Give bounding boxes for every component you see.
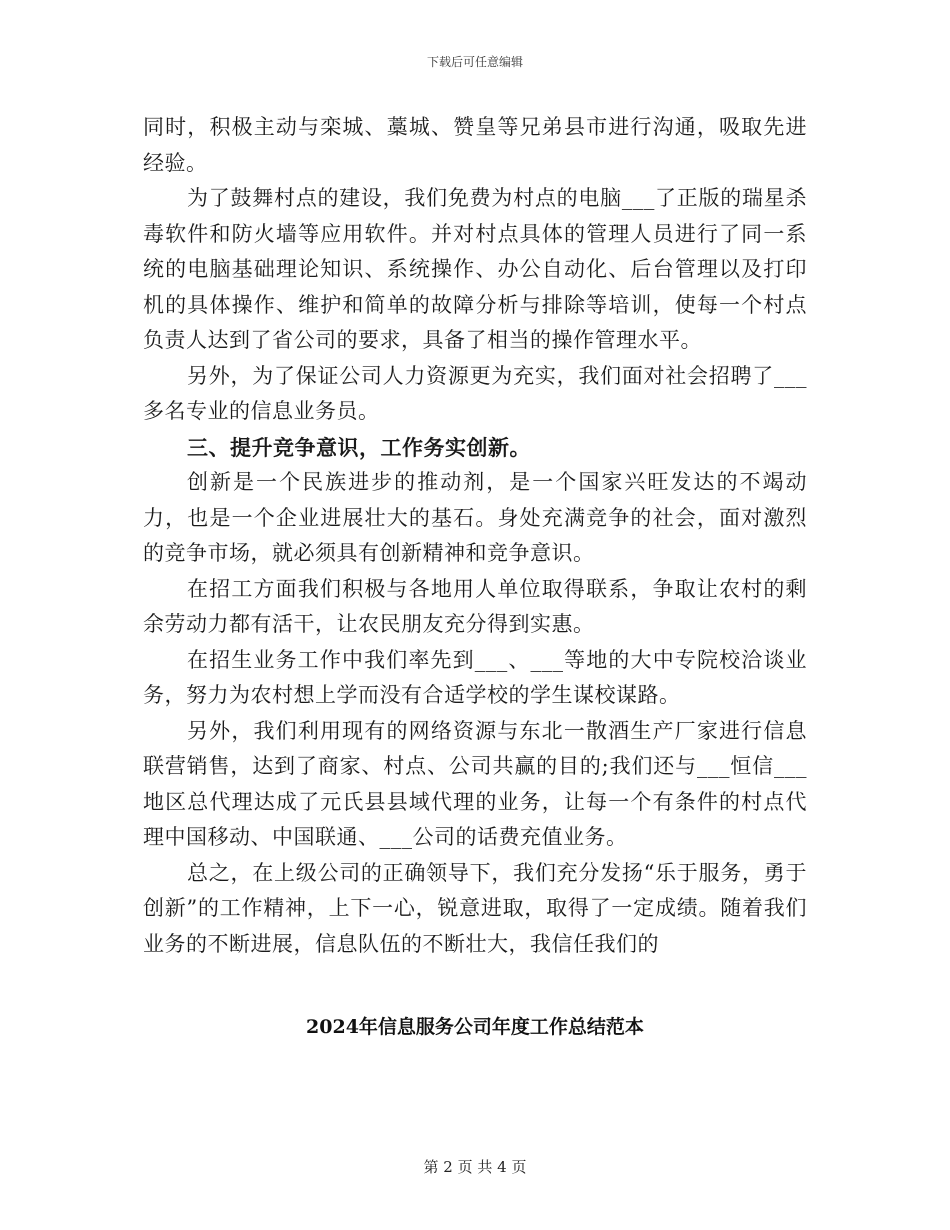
paragraph-2: 为了鼓舞村点的建设，我们免费为村点的电脑___了正版的瑞星杀毒软件和防火墙等应用软件。并对村点具体的管理人员进行了同一系统的电脑基础理论知识、系统操作、办公自动化、后台管理以及打印机的具体操作、维护和简单的故障分析与排除等培训，使每一个村点负责人达到了省公司的要求，具备了相当的操作管理水平。 (143, 186, 807, 352)
paragraph-8: 总之，在上级公司的正确领导下，我们充分发扬“乐于服务，勇于创新”的工作精神，上下一心，锐意进取，取得了一定成绩。随着我们业务的不断进展，信息队伍的不断壮大，我信任我们的 (143, 860, 807, 956)
section-heading: 三、提升竞争意识，工作务实创新。 (187, 434, 531, 460)
paragraph-4: 创新是一个民族进步的推动剂，是一个国家兴旺发达的不竭动力，也是一个企业进展壮大的基石。身处充满竞争的社会，面对激烈的竞争市场，就必须具有创新精神和竞争意识。 (143, 470, 807, 565)
page-number: 第 2 页 共 4 页 (423, 1158, 527, 1176)
paragraph-7: 另外，我们利用现有的网络资源与东北一散酒生产厂家进行信息联营销售，达到了商家、村点、公司共赢的目的;我们还与___恒信___地区总代理达成了元氏县县域代理的业务，让每一个有条件的村点代理中国移动、中国联通、___公司的话费充值业务。 (143, 718, 807, 849)
paragraph-6: 在招生业务工作中我们率先到___、___等地的大中专院校洽谈业务，努力为农村想上学而没有合适学校的学生谋校谋路。 (143, 647, 807, 707)
paragraph-3: 另外，为了保证公司人力资源更为充实，我们面对社会招聘了___多名专业的信息业务员。 (143, 363, 807, 423)
paragraph-1: 同时，积极主动与栾城、藁城、赞皇等兄弟县市进行沟通，吸取先进经验。 (143, 115, 807, 175)
document-title: 2024年信息服务公司年度工作总结范本 (306, 1016, 644, 1038)
paragraph-5: 在招工方面我们积极与各地用人单位取得联系，争取让农村的剩余劳动力都有活干，让农民朋友充分得到实惠。 (143, 576, 807, 636)
document-body (143, 110, 807, 962)
page-header-note: 下载后可任意编辑 (426, 55, 523, 69)
